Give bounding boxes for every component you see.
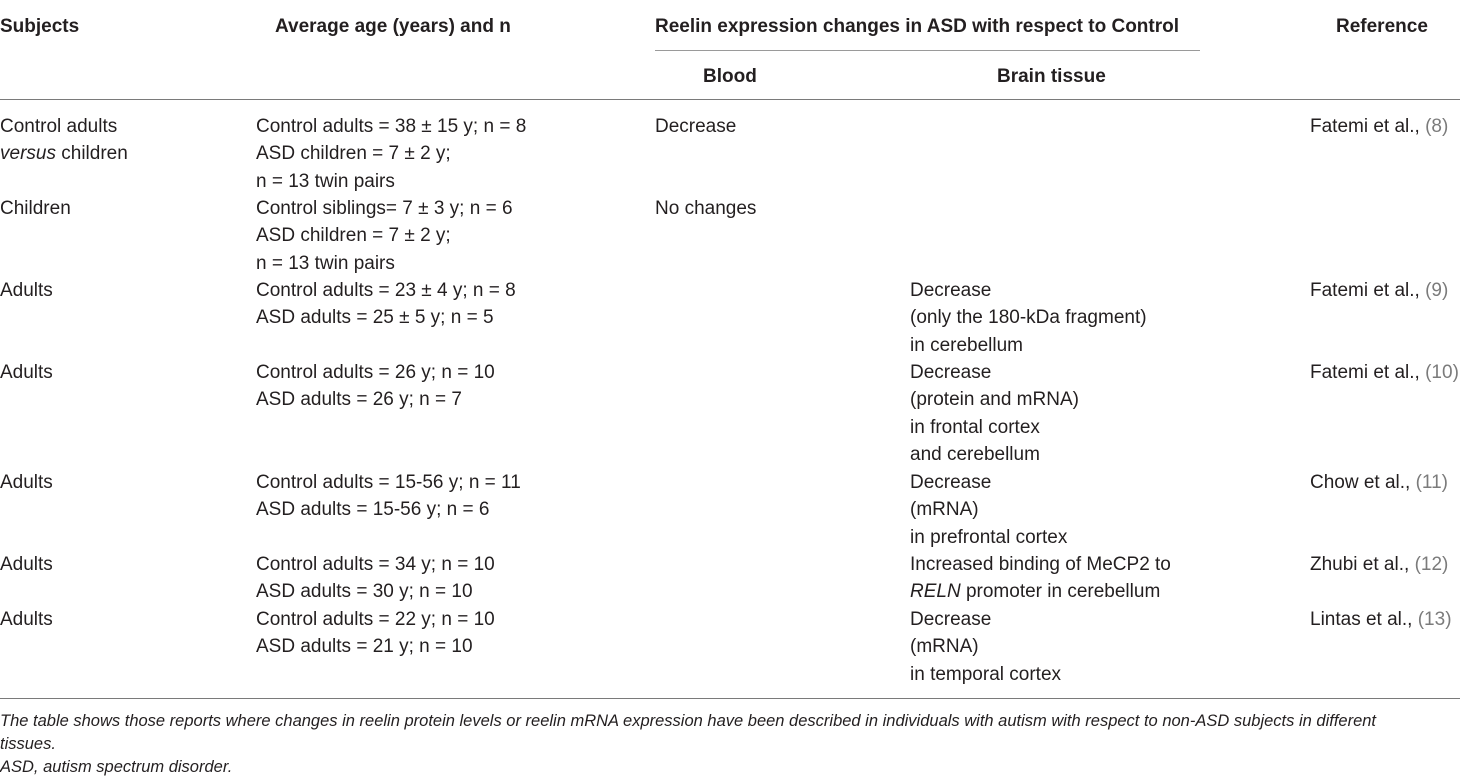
brain-line (910, 386, 1079, 413)
brain-text: Decrease (910, 362, 992, 383)
cell-blood (655, 113, 736, 140)
age-line: ASD adults = 30 y; n = 10 (256, 581, 473, 603)
brain-text: promoter in cerebellum (960, 581, 1161, 603)
brain-line (910, 359, 1079, 386)
footnote-abbreviation: ASD, autism spectrum disorder. (0, 758, 233, 776)
age-line: ASD adults = 21 y; n = 10 (256, 636, 473, 658)
header-average-age: Average age (years) and n (275, 16, 511, 37)
blood-line: No changes (655, 198, 757, 219)
brain-line (910, 469, 1067, 496)
cell-blood (655, 195, 756, 222)
brain-text: in frontal cortex (910, 416, 1040, 438)
brain-line (910, 606, 1061, 633)
brain-text: in temporal cortex (910, 663, 1062, 685)
age-line: n = 13 twin pairs (256, 170, 395, 192)
reference-line (1310, 359, 1459, 386)
brain-italic-text: RELN (910, 581, 961, 603)
subjects-text: children (55, 143, 128, 165)
subjects-line (0, 113, 128, 140)
brain-text: in prefrontal cortex (910, 526, 1068, 548)
reference-citation-link[interactable]: (8) (1425, 116, 1449, 137)
cell-brain-tissue (910, 277, 1147, 359)
reference-citation-link[interactable]: (11) (1415, 472, 1448, 493)
brain-line (910, 414, 1079, 441)
cell-reference (1310, 469, 1448, 496)
brain-text: in cerebellum (910, 334, 1023, 356)
cell-reference (1310, 359, 1459, 386)
subjects-text: Adults (0, 609, 53, 630)
blood-line: Decrease (655, 116, 737, 137)
brain-line (910, 633, 1061, 660)
age-line: ASD adults = 25 ± 5 y; n = 5 (256, 307, 494, 329)
subjects-text: Adults (0, 472, 53, 493)
brain-text: Decrease (910, 472, 992, 493)
footnote-description-continued: tissues. (0, 735, 56, 753)
header-brain-tissue: Brain tissue (997, 66, 1106, 87)
brain-text: (mRNA) (910, 499, 979, 521)
header-subrule (655, 50, 1200, 51)
cell-subjects (0, 195, 71, 222)
reference-author: Fatemi et al., (1310, 280, 1426, 301)
reference-author: Fatemi et al., (1310, 116, 1426, 137)
subjects-line (0, 195, 71, 222)
subjects-line (0, 359, 53, 386)
subjects-text: Control adults (0, 116, 118, 137)
cell-subjects (0, 277, 53, 304)
cell-subjects (0, 551, 53, 578)
reference-line (1310, 469, 1448, 496)
table-bottom-rule (0, 698, 1460, 699)
brain-line (910, 551, 1171, 578)
reference-line (1310, 551, 1448, 578)
reference-citation-link[interactable]: (12) (1414, 554, 1449, 575)
cell-subjects (0, 606, 53, 633)
reference-citation-link[interactable]: (10) (1425, 362, 1459, 383)
subjects-text: Adults (0, 554, 53, 575)
cell-brain-tissue (910, 606, 1061, 688)
cell-subjects (0, 113, 128, 168)
age-line: Control adults = 34 y; n = 10 (256, 554, 495, 575)
reference-author: Fatemi et al., (1310, 362, 1426, 383)
brain-line (910, 304, 1147, 331)
footnote-description: The table shows those reports where changes in reelin protein levels or reelin mRNA expression have been described in individuals with autism with respect to non-ASD subjects in different (0, 712, 1377, 730)
reference-line (1310, 277, 1448, 304)
brain-text: (only the 180-kDa fragment) (910, 307, 1147, 329)
subjects-line (0, 277, 53, 304)
age-line: Control adults = 23 ± 4 y; n = 8 (256, 280, 516, 301)
brain-line (910, 661, 1061, 688)
header-reelin-expression: Reelin expression changes in ASD with respect to Control (655, 16, 1180, 37)
age-line: ASD adults = 15-56 y; n = 6 (256, 499, 490, 521)
subjects-text: Children (0, 198, 71, 219)
brain-text: Decrease (910, 609, 992, 630)
header-blood: Blood (703, 66, 757, 87)
brain-text: Decrease (910, 280, 992, 301)
brain-line (910, 332, 1147, 359)
brain-text: (protein and mRNA) (910, 389, 1079, 411)
cell-brain-tissue (910, 551, 1171, 606)
reference-author: Chow et al., (1310, 472, 1416, 493)
reference-author: Lintas et al., (1310, 609, 1418, 630)
reference-author: Zhubi et al., (1310, 554, 1415, 575)
subjects-line (0, 606, 53, 633)
age-line: Control siblings= 7 ± 3 y; n = 6 (256, 198, 513, 219)
header-reference: Reference (1336, 16, 1428, 37)
header-bottom-rule (0, 99, 1460, 100)
age-line: Control adults = 22 y; n = 10 (256, 609, 495, 630)
cell-average-age (256, 359, 495, 414)
cell-subjects (0, 469, 53, 496)
cell-average-age (256, 113, 526, 195)
cell-subjects (0, 359, 53, 386)
cell-reference (1310, 606, 1452, 633)
cell-average-age (256, 277, 516, 332)
brain-text: (mRNA) (910, 636, 979, 658)
brain-text: and cerebellum (910, 444, 1040, 466)
age-line: Control adults = 26 y; n = 10 (256, 362, 495, 383)
reference-citation-link[interactable]: (9) (1425, 280, 1449, 301)
subjects-line (0, 469, 53, 496)
reference-line (1310, 113, 1448, 140)
subjects-line (0, 140, 128, 167)
header-subjects: Subjects (0, 16, 80, 37)
cell-average-age (256, 606, 495, 661)
cell-average-age (256, 551, 495, 606)
age-line: Control adults = 38 ± 15 y; n = 8 (256, 116, 527, 137)
subjects-text: Adults (0, 362, 53, 383)
brain-line (910, 277, 1147, 304)
age-line: ASD children = 7 ± 2 y; (256, 225, 451, 247)
cell-reference (1310, 277, 1448, 304)
brain-line (910, 496, 1067, 523)
age-line: n = 13 twin pairs (256, 252, 395, 274)
brain-line (910, 578, 1171, 605)
brain-text: Increased binding of MeCP2 to (910, 554, 1171, 575)
reference-citation-link[interactable]: (13) (1417, 609, 1452, 630)
brain-line (910, 524, 1067, 551)
reference-line (1310, 606, 1452, 633)
cell-reference (1310, 551, 1448, 578)
cell-average-age (256, 195, 513, 277)
subjects-line (0, 551, 53, 578)
brain-line (910, 441, 1079, 468)
age-line: ASD children = 7 ± 2 y; (256, 143, 451, 165)
cell-brain-tissue (910, 359, 1079, 469)
age-line: Control adults = 15-56 y; n = 11 (256, 472, 521, 493)
subjects-italic-text: versus (0, 143, 56, 165)
cell-brain-tissue (910, 469, 1067, 551)
cell-reference (1310, 113, 1448, 140)
age-line: ASD adults = 26 y; n = 7 (256, 389, 462, 411)
subjects-text: Adults (0, 280, 53, 301)
cell-average-age (256, 469, 521, 524)
